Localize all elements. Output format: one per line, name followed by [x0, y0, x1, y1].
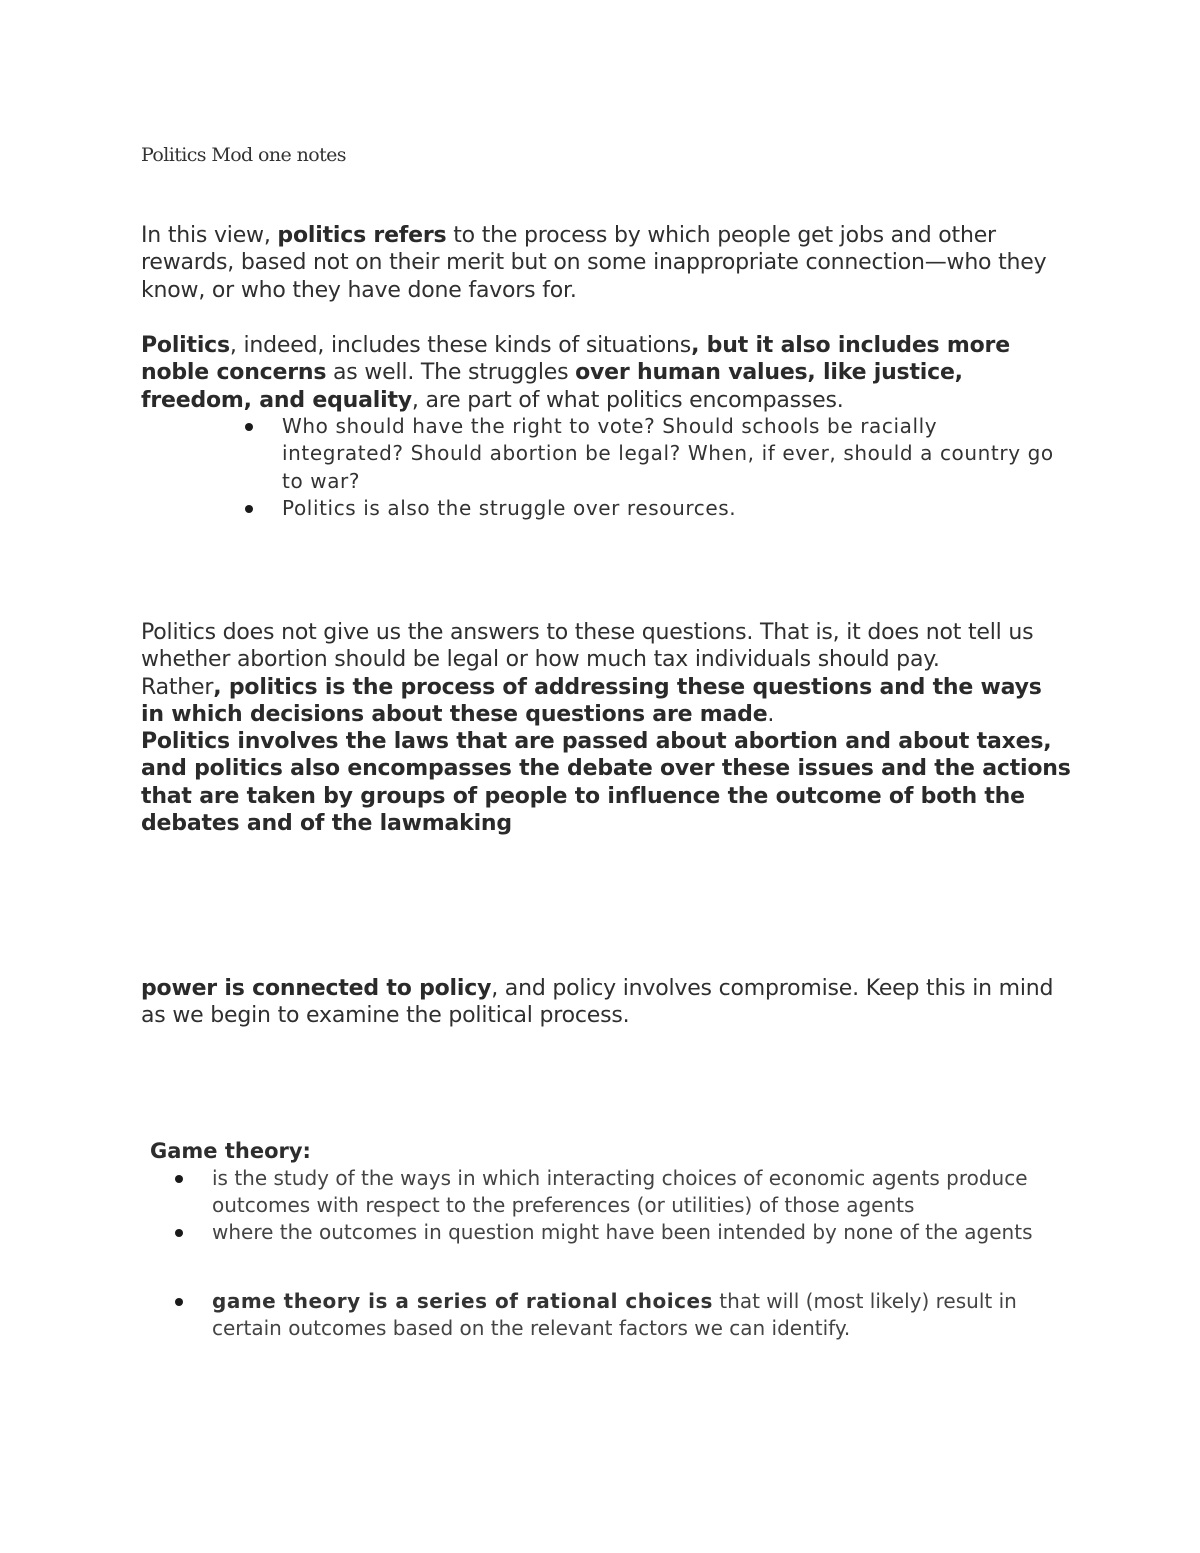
bold-run: politics refers	[277, 223, 447, 248]
text-run: , are part of what politics encompasses.	[411, 387, 844, 413]
bullet-icon	[245, 423, 253, 431]
text-run: to the process by which people get jobs and other rewards, based not on their merit but on some inappropriate connection—who they know, or who they have done favors for.	[141, 223, 1047, 303]
list-item	[212, 1219, 1072, 1246]
text-run: Rather	[141, 674, 214, 700]
list-item	[282, 413, 1062, 495]
bullet-icon	[175, 1229, 183, 1237]
list-item-text: Politics is also the struggle over resources.	[282, 495, 737, 520]
bold-run: , politics is the process of addressing these questions and the ways in which decisions about these questions are made	[141, 674, 1042, 727]
paragraph-noble-concerns	[141, 332, 1071, 414]
bullet-icon	[175, 1298, 183, 1306]
bold-run: over human values, like justice, freedom, and equality	[141, 360, 963, 413]
list-item	[212, 1165, 1072, 1219]
list-item	[212, 1288, 1072, 1342]
text-run: .	[767, 701, 775, 727]
paragraph-politics-refers	[141, 222, 1071, 304]
list-item-text: that will (most likely) result in certain outcomes based on the relevant factors we can identify.	[212, 1289, 1017, 1340]
text-run: In this view,	[141, 223, 278, 248]
bold-run: Politics	[141, 333, 230, 358]
bullet-icon	[245, 505, 253, 513]
list-item-text: where the outcomes in question might have been intended by none of the agents	[212, 1220, 1033, 1244]
bold-run: , but it also includes more noble concerns	[141, 333, 1010, 386]
bold-run: Politics involves the laws that are passed about abortion and about taxes, and politics also encompasses the debate over these issues and the actions that are taken by groups of people to influence the outcome of both the debates and of the lawmaking	[141, 729, 1071, 837]
bullet-list-game-theory	[212, 1165, 1072, 1342]
game-theory-heading: Game theory:	[150, 1139, 311, 1163]
text-run: Politics does not give us the answers to these questions. That is, it does not tell us whether abortion should be legal or how much tax individuals should pay.	[141, 620, 1034, 673]
bold-run: game theory is a series of rational choices	[212, 1289, 713, 1313]
list-item	[282, 495, 1062, 522]
paragraph-answers	[141, 619, 1071, 837]
bullet-list-questions	[282, 413, 1062, 522]
text-run: as well. The struggles	[326, 360, 576, 386]
bullet-icon	[175, 1175, 183, 1183]
text-run: , indeed, includes these kinds of situations	[229, 333, 692, 358]
list-item-text: Who should have the right to vote? Should schools be racially integrated? Should abortion be legal? When, if ever, should a country go to war?	[282, 414, 1054, 493]
list-item-text: is the study of the ways in which interacting choices of economic agents produce outcomes with respect to the preferences (or utilities) of those agents	[212, 1166, 1028, 1217]
text-run: , and policy involves compromise. Keep this in mind as we begin to examine the political process.	[141, 976, 1054, 1029]
paragraph-power-policy	[141, 975, 1071, 1030]
document-title: Politics Mod one notes	[141, 144, 346, 166]
bold-run: power is connected to policy	[141, 976, 492, 1001]
